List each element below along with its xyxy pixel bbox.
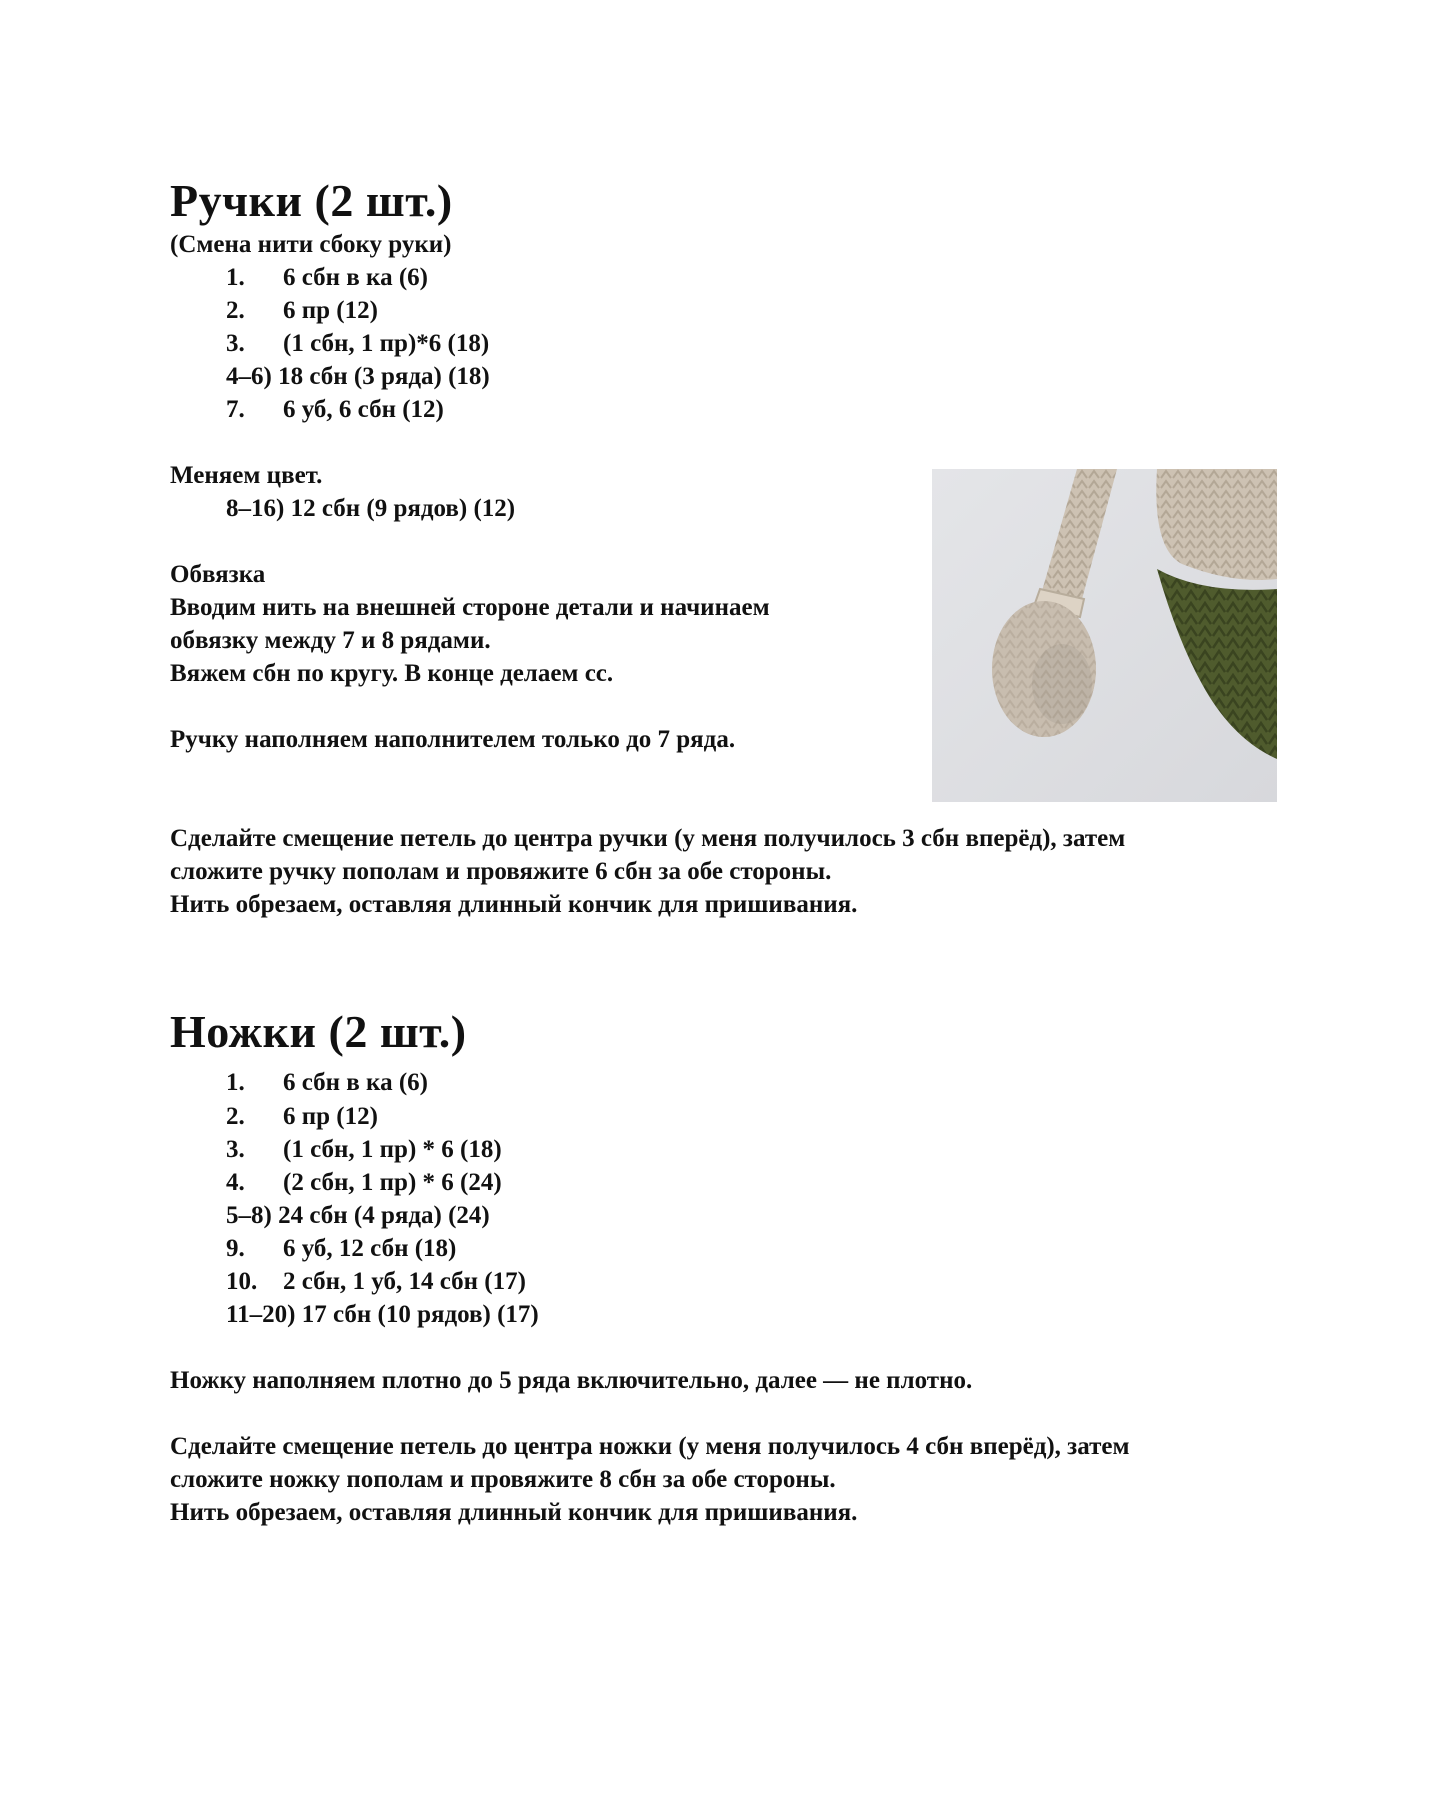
paragraph-line: Нить обрезаем, оставляя длинный кончик для пришивания. <box>170 891 858 918</box>
row-number: 1. <box>226 264 245 291</box>
row-text: 2 сбн, 1 уб, 14 сбн (17) <box>283 1268 526 1295</box>
edging-text <box>170 591 770 690</box>
legs-row <box>226 1066 428 1099</box>
row-text: 6 уб, 12 сбн (18) <box>283 1235 457 1262</box>
paragraph-line: Вяжем сбн по кругу. В конце делаем сс. <box>170 660 614 687</box>
row-number: 4. <box>226 1169 245 1196</box>
row-text: 6 пр (12) <box>283 1103 378 1130</box>
arms-row <box>226 393 444 426</box>
row-number: 2. <box>226 1103 245 1130</box>
legs-stuffing-note: Ножку наполняем плотно до 5 ряда включительно, далее — не плотно. <box>170 1367 973 1394</box>
row-text: 6 сбн в ка (6) <box>283 264 428 291</box>
paragraph-line: Вводим нить на внешней стороне детали и начинаем <box>170 594 770 621</box>
row-number: 1. <box>226 1069 245 1096</box>
row-text: 11–20) 17 сбн (10 рядов) (17) <box>226 1301 539 1328</box>
row-text: (2 сбн, 1 пр) * 6 (24) <box>283 1169 502 1196</box>
row-number: 3. <box>226 330 245 357</box>
row-number: 3. <box>226 1136 245 1163</box>
arms-row <box>226 327 489 360</box>
paragraph-line: Сделайте смещение петель до центра ручки (у меня получилось 3 сбн вперёд), затем <box>170 825 1126 852</box>
color-change-heading: Меняем цвет. <box>170 462 323 489</box>
legs-row <box>226 1100 378 1133</box>
arms-row <box>226 360 490 393</box>
arms-row <box>226 294 378 327</box>
legs-row <box>226 1166 502 1199</box>
legs-title: Ножки (2 шт.) <box>170 1006 467 1057</box>
paragraph-line: Сделайте смещение петель до центра ножки (у меня получилось 4 сбн вперёд), затем <box>170 1433 1130 1460</box>
row-number: 10. <box>226 1268 258 1295</box>
arms-finish-text <box>170 822 1125 921</box>
paragraph-line: сложите ручку пополам и провяжите 6 сбн за обе стороны. <box>170 858 832 885</box>
legs-row <box>226 1133 502 1166</box>
arms-stuffing-note: Ручку наполняем наполнителем только до 7 ряда. <box>170 726 736 753</box>
crochet-arm-photo <box>932 469 1277 802</box>
row-number: 7. <box>226 396 245 423</box>
row-text: 6 уб, 6 сбн (12) <box>283 396 444 423</box>
row-text: 4–6) 18 сбн (3 ряда) (18) <box>226 363 490 390</box>
legs-row <box>226 1199 490 1232</box>
row-text: 6 пр (12) <box>283 297 378 324</box>
paragraph-line: обвязку между 7 и 8 рядами. <box>170 627 491 654</box>
row-text: 6 сбн в ка (6) <box>283 1069 428 1096</box>
photo-illustration <box>932 469 1277 802</box>
arms-note: (Смена нити сбоку руки) <box>170 231 452 258</box>
row-number: 9. <box>226 1235 245 1262</box>
legs-row <box>226 1298 539 1331</box>
row-text: (1 сбн, 1 пр)*6 (18) <box>283 330 490 357</box>
row-text: (1 сбн, 1 пр) * 6 (18) <box>283 1136 502 1163</box>
row-number: 2. <box>226 297 245 324</box>
paragraph-line: сложите ножку пополам и провяжите 8 сбн за обе стороны. <box>170 1466 836 1493</box>
legs-row <box>226 1265 526 1298</box>
paragraph-line: Нить обрезаем, оставляя длинный кончик для пришивания. <box>170 1499 858 1526</box>
arms-title: Ручки (2 шт.) <box>170 175 453 226</box>
edging-title: Обвязка <box>170 561 266 588</box>
arms-row <box>226 261 428 294</box>
row-text: 5–8) 24 сбн (4 ряда) (24) <box>226 1202 490 1229</box>
legs-finish-text <box>170 1430 1129 1529</box>
color-change-row: 8–16) 12 сбн (9 рядов) (12) <box>226 495 516 522</box>
legs-row <box>226 1232 456 1265</box>
